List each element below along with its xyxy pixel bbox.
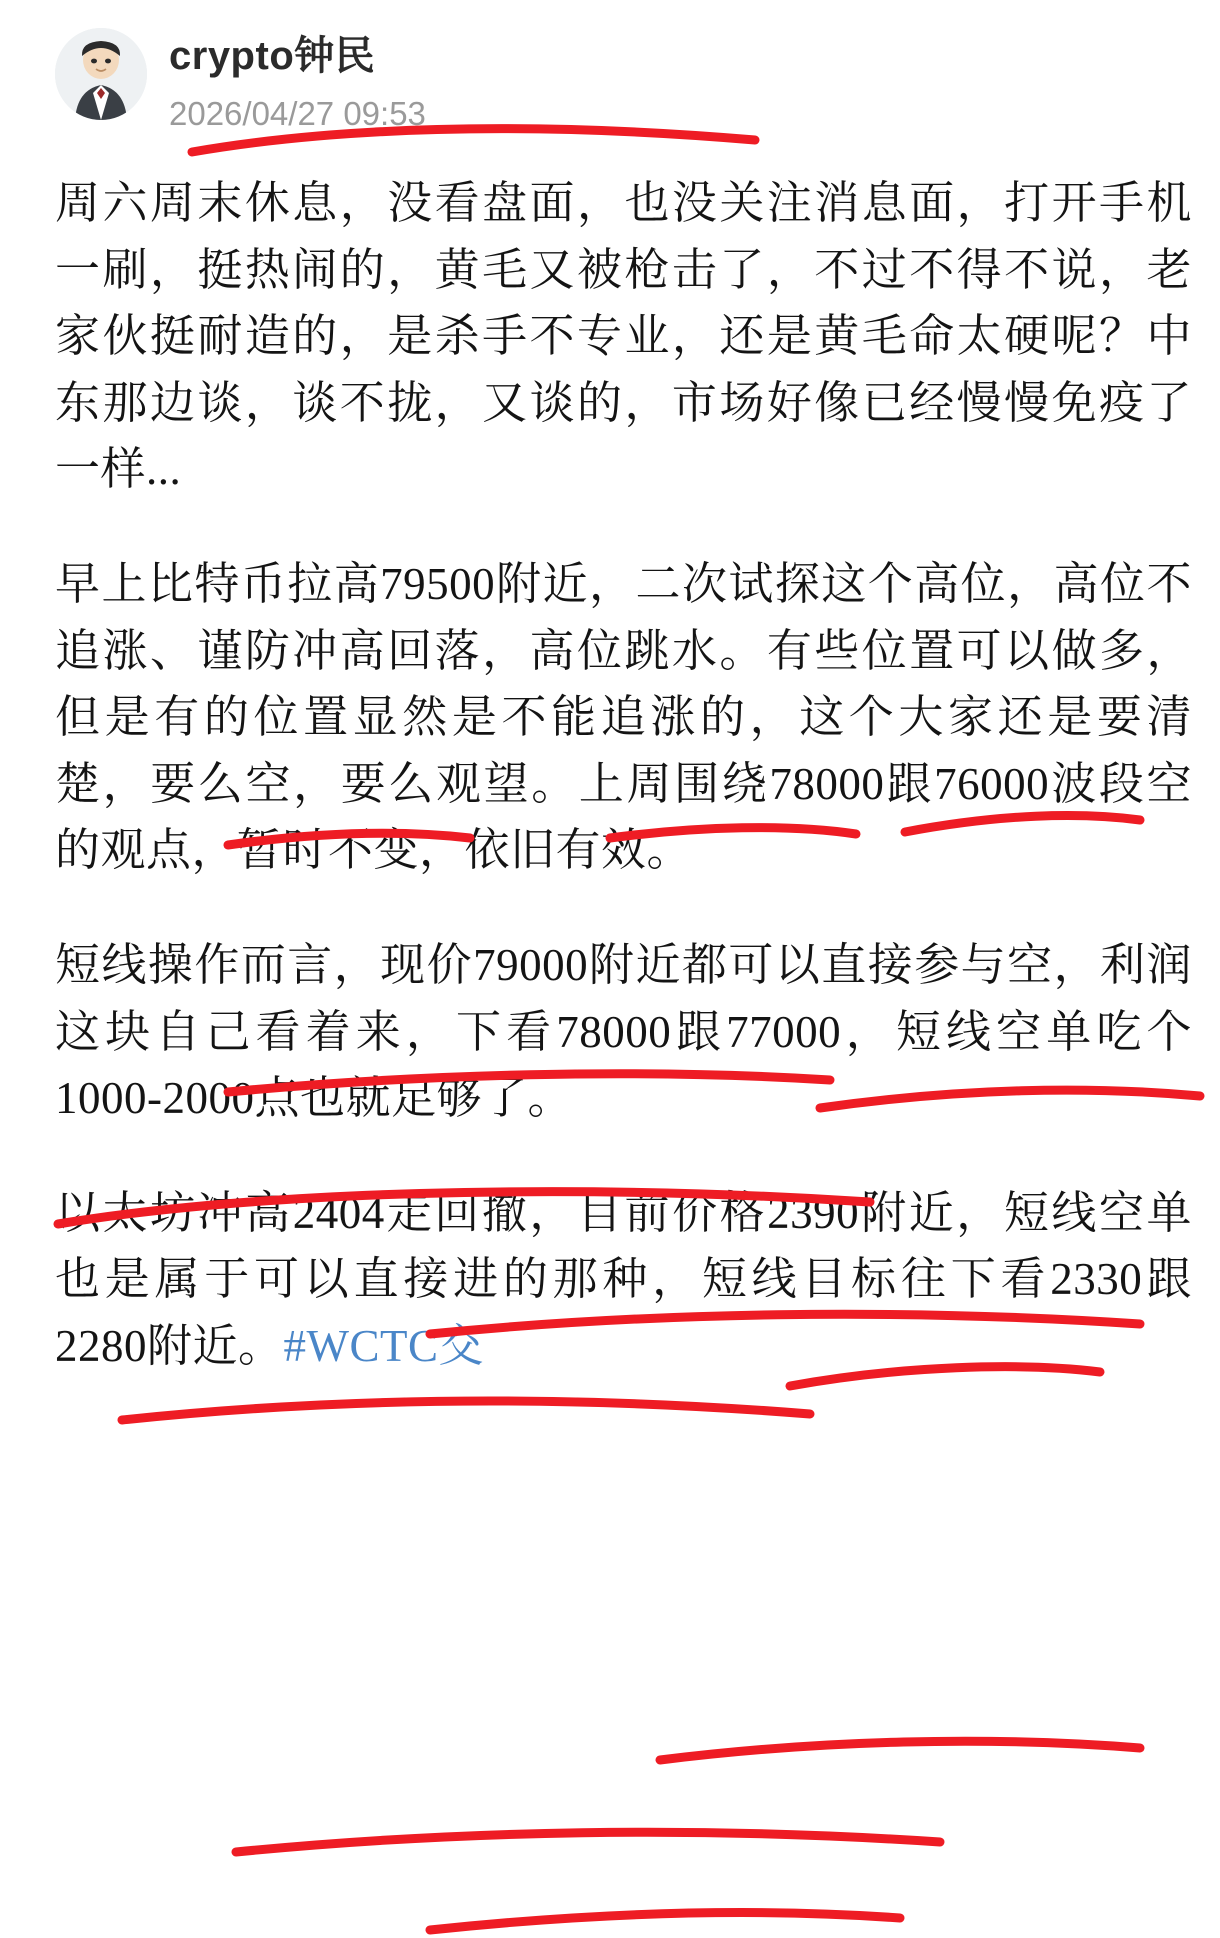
paragraph-2: 早上比特币拉高79500附近，二次试探这个高位，高位不追涨、谨防冲高回落，高位跳水。有些位置可以做多，但是有的位置显然是不能追涨的，这个大家还是要清楚，要么空，要么观望。上周围绕78000跟76000波段空的观点，暂时不变，依旧有效。 (55, 558, 1192, 876)
paragraph-4 (55, 1180, 1192, 1380)
post-timestamp: 2026/04/27 09:53 (169, 95, 426, 132)
paragraph-4-text: 以太坊冲高2404走回撤，目前价格2390附近，短线空单也是属于可以直接进的那种，短线目标往下看2330跟2280附近。 (55, 1187, 1192, 1371)
paragraph-3: 短线操作而言，现价79000附近都可以直接参与空，利润这块自己看着来，下看78000跟77000，短线空单吃个1000-2000点也就足够了。 (55, 939, 1192, 1124)
user-avatar-cartoon-icon (55, 28, 147, 120)
avatar[interactable] (55, 28, 147, 120)
post-header (55, 22, 1192, 144)
post-meta (169, 22, 426, 134)
author-name[interactable]: crypto钟民 (169, 34, 376, 78)
paragraph-1: 周六周末休息，没看盘面，也没关注消息面，打开手机一刷，挺热闹的，黄毛又被枪击了，不过不得不说，老家伙挺耐造的，是杀手不专业，还是黄毛命太硬呢？中东那边谈，谈不拢，又谈的，市场好像已经慢慢免疫了一样... (55, 178, 1192, 495)
hashtag-link[interactable]: #WCTC交 (283, 1320, 485, 1371)
post-body (55, 170, 1192, 1380)
